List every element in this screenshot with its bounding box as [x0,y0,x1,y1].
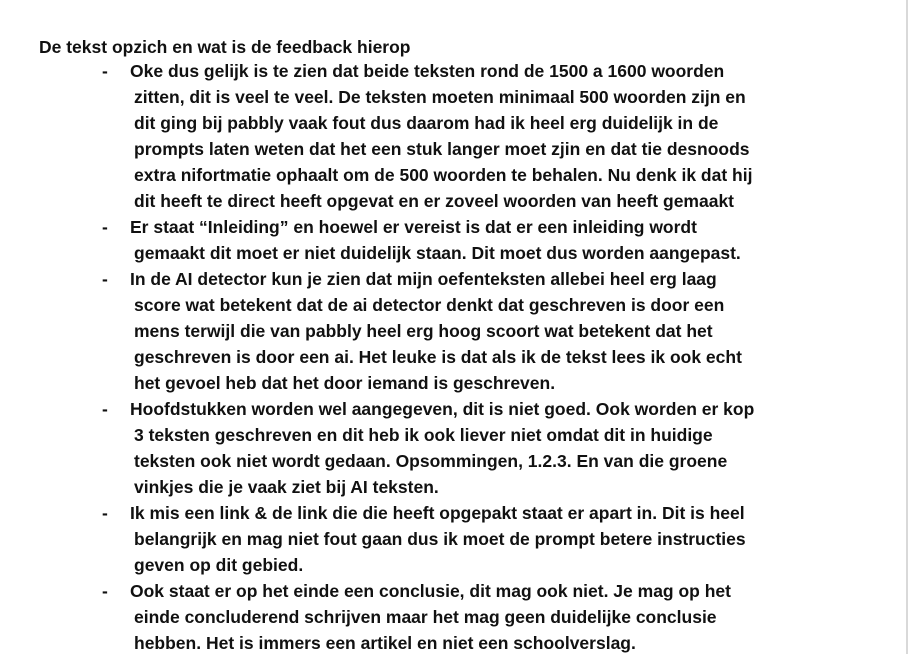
bullet-dash: - [102,399,108,419]
bullet-line: zitten, dit is veel te veel. De teksten moeten minimaal 500 woorden zijn en [134,87,746,107]
document-body [39,37,899,656]
bullet-dash: - [102,581,108,601]
feedback-item-conclusion [39,578,824,656]
feedback-item-chapters [39,396,824,500]
bullet-dash: - [102,269,108,289]
bullet-line: vinkjes die je vaak ziet bij AI teksten. [134,477,439,497]
bullet-line: dit ging bij pabbly vaak fout dus daarom had ik heel erg duidelijk in de [134,113,719,133]
bullet-line: belangrijk en mag niet fout gaan dus ik moet de prompt betere instructies [134,529,746,549]
feedback-item-ai-detector [39,266,824,396]
feedback-list [39,58,899,656]
bullet-line: prompts laten weten dat het een stuk langer moet zjin en dat tie desnoods [134,139,750,159]
bullet-dash: - [102,503,108,523]
bullet-line: dit heeft te direct heeft opgevat en er zoveel woorden van heeft gemaakt [134,191,735,211]
bullet-line: 3 teksten geschreven en dit heb ik ook liever niet omdat dit in huidige [134,425,713,445]
bullet-line: mens terwijl die van pabbly heel erg hoog scoort wat betekent dat het [134,321,713,341]
bullet-dash: - [102,217,108,237]
feedback-item-introduction [39,214,824,266]
bullet-line: extra nifortmatie ophaalt om de 500 woorden te behalen. Nu denk ik dat hij [134,165,753,185]
bullet-line: In de AI detector kun je zien dat mijn oefenteksten allebei heel erg laag [130,269,717,289]
bullet-line: hebben. Het is immers een artikel en niet een schoolverslag. [134,633,636,653]
bullet-line: score wat betekent dat de ai detector denkt dat geschreven is door een [134,295,725,315]
document-heading: De tekst opzich en wat is de feedback hierop [39,37,411,57]
bullet-line: Oke dus gelijk is te zien dat beide teksten rond de 1500 a 1600 woorden [130,61,725,81]
bullet-line: Ik mis een link & de link die die heeft opgepakt staat er apart in. Dit is heel [130,503,745,523]
bullet-line: geschreven is door een ai. Het leuke is dat als ik de tekst lees ik ook echt [134,347,742,367]
bullet-line: teksten ook niet wordt gedaan. Opsommingen, 1.2.3. En van die groene [134,451,728,471]
bullet-line: Ook staat er op het einde een conclusie, dit mag ook niet. Je mag op het [130,581,731,601]
bullet-line: Er staat “Inleiding” en hoewel er vereist is dat er een inleiding wordt [130,217,697,237]
bullet-line: einde concluderend schrijven maar het mag geen duidelijke conclusie [134,607,717,627]
bullet-line: gemaakt dit moet er niet duidelijk staan. Dit moet dus worden aangepast. [134,243,741,263]
bullet-line: het gevoel heb dat het door iemand is geschreven. [134,373,556,393]
bullet-line: Hoofdstukken worden wel aangegeven, dit is niet goed. Ook worden er kop [130,399,755,419]
bullet-dash: - [102,61,108,81]
bullet-line: geven op dit gebied. [134,555,304,575]
feedback-item-text-length [39,58,824,214]
feedback-item-link [39,500,824,578]
